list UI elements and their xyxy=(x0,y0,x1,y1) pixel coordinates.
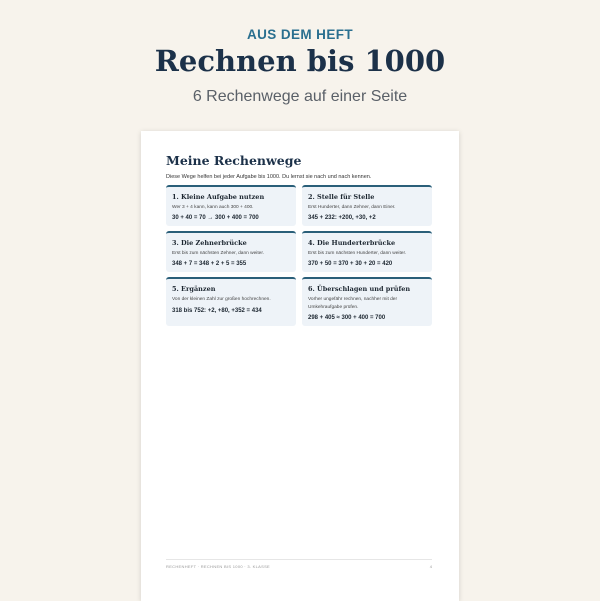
document-intro: Diese Wege helfen bei jeder Aufgabe bis 1000. Du lernst sie nach und nach kennen. xyxy=(166,174,372,180)
method-card-text: Erst Hunderter, dann Zehner, dann Einer. xyxy=(308,205,396,210)
footer-text: RECHENHEFT · RECHNEN BIS 1000 · 3. KLASSE xyxy=(166,564,271,569)
footer-divider xyxy=(166,559,432,560)
method-card-example: 298 + 405 ≈ 300 + 400 = 700 xyxy=(308,314,386,321)
method-card-title: 2. Stelle für Stelle xyxy=(308,193,375,201)
page-subtitle: 6 Rechenwege auf einer Seite xyxy=(192,88,408,105)
method-card-example: 345 + 232: +200, +30, +2 xyxy=(308,215,376,222)
method-card-example: 370 + 50 = 370 + 30 + 20 = 420 xyxy=(308,261,393,268)
method-card-text: Erst bis zum nächsten Zehner, dann weiter. xyxy=(172,251,264,257)
method-card xyxy=(302,231,432,272)
document-title: Meine Rechenwege xyxy=(166,153,302,168)
method-card-text: Wer 3 + 4 kann, kann auch 300 + 400. xyxy=(172,205,254,210)
method-card xyxy=(302,277,432,325)
method-card-example: 318 bis 752: +2, +80, +352 = 434 xyxy=(172,307,262,314)
method-card-text: Vorher ungefähr rechnen, nachher mit der Umkehraufgabe prüfen. xyxy=(308,297,398,310)
method-card-text: Von der kleinen Zahl zur großen hochrechnen. xyxy=(172,297,271,303)
method-card-title: 3. Die Zehnerbrücke xyxy=(172,239,247,248)
method-card-example: 348 + 7 = 348 + 2 + 5 = 355 xyxy=(172,261,247,268)
method-card-title: 4. Die Hunderterbrücke xyxy=(308,239,396,248)
page-number: 4 xyxy=(429,564,432,569)
method-card xyxy=(166,277,296,325)
method-card xyxy=(166,231,296,272)
page-title: Rechnen bis 1000 xyxy=(154,44,446,78)
method-card-title: 5. Ergänzen xyxy=(172,285,216,294)
method-card-title: 1. Kleine Aufgabe nutzen xyxy=(172,193,265,201)
method-card-text: Erst bis zum nächsten Hunderter, dann weiter. xyxy=(308,251,407,257)
method-card-title: 6. Überschlagen und prüfen xyxy=(308,285,411,294)
document-page xyxy=(141,131,459,601)
method-cards xyxy=(166,185,432,326)
eyebrow-label: AUS DEM HEFT xyxy=(246,27,354,42)
method-card xyxy=(302,185,432,226)
method-card xyxy=(166,185,296,226)
method-card-example: 30 + 40 = 70 → 300 + 400 = 700 xyxy=(172,215,259,222)
